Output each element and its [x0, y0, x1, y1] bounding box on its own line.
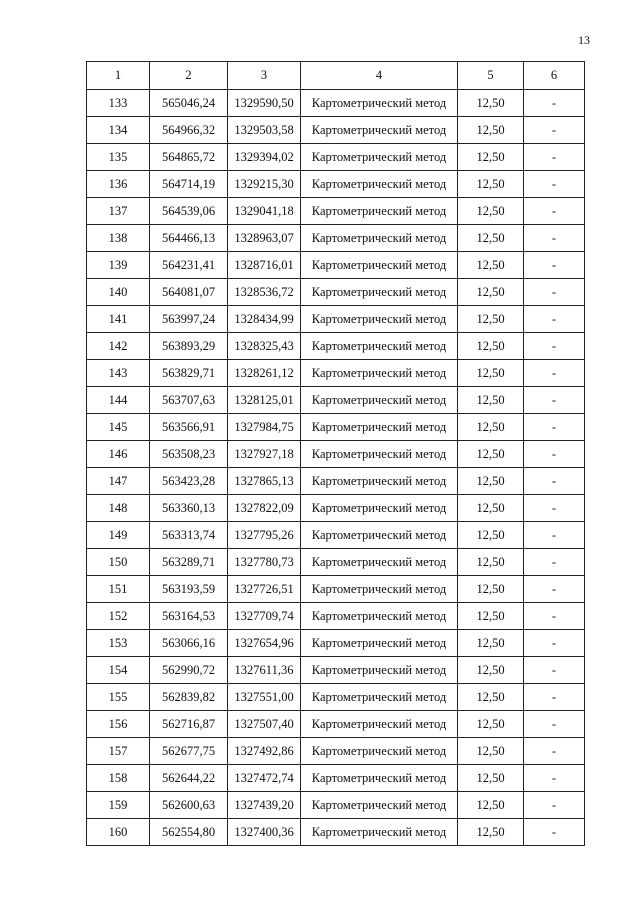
point-number-cell: 154: [87, 657, 150, 684]
method-cell: Картометрический метод: [301, 603, 458, 630]
point-number-cell: 145: [87, 414, 150, 441]
point-number-cell: 143: [87, 360, 150, 387]
description-cell: -: [524, 279, 585, 306]
description-cell: -: [524, 198, 585, 225]
x-coordinate-cell: 565046,24: [150, 90, 228, 117]
table-row: [87, 144, 585, 171]
table-row: [87, 657, 585, 684]
accuracy-cell: 12,50: [458, 414, 524, 441]
description-cell: -: [524, 225, 585, 252]
point-number-cell: 156: [87, 711, 150, 738]
table-row: [87, 279, 585, 306]
accuracy-cell: 12,50: [458, 333, 524, 360]
point-number-cell: 146: [87, 441, 150, 468]
point-number-cell: 137: [87, 198, 150, 225]
x-coordinate-cell: 563423,28: [150, 468, 228, 495]
y-coordinate-cell: 1327726,51: [228, 576, 301, 603]
method-cell: Картометрический метод: [301, 522, 458, 549]
x-coordinate-cell: 564231,41: [150, 252, 228, 279]
description-cell: -: [524, 441, 585, 468]
point-number-cell: 138: [87, 225, 150, 252]
x-coordinate-cell: 564081,07: [150, 279, 228, 306]
x-coordinate-cell: 563289,71: [150, 549, 228, 576]
method-cell: Картометрический метод: [301, 792, 458, 819]
table-row: [87, 765, 585, 792]
point-number-cell: 155: [87, 684, 150, 711]
accuracy-cell: 12,50: [458, 387, 524, 414]
table-body: [87, 90, 585, 846]
description-cell: -: [524, 603, 585, 630]
method-cell: Картометрический метод: [301, 630, 458, 657]
accuracy-cell: 12,50: [458, 549, 524, 576]
x-coordinate-cell: 564714,19: [150, 171, 228, 198]
table-row: [87, 117, 585, 144]
point-number-cell: 153: [87, 630, 150, 657]
description-cell: -: [524, 360, 585, 387]
method-cell: Картометрический метод: [301, 387, 458, 414]
table-row: [87, 171, 585, 198]
accuracy-cell: 12,50: [458, 252, 524, 279]
column-header: 2: [150, 62, 228, 90]
description-cell: -: [524, 144, 585, 171]
table-row: [87, 819, 585, 846]
method-cell: Картометрический метод: [301, 576, 458, 603]
table-row: [87, 522, 585, 549]
table-row: [87, 711, 585, 738]
y-coordinate-cell: 1327439,20: [228, 792, 301, 819]
table-row: [87, 576, 585, 603]
method-cell: Картометрический метод: [301, 819, 458, 846]
table-row: [87, 630, 585, 657]
method-cell: Картометрический метод: [301, 414, 458, 441]
y-coordinate-cell: 1327400,36: [228, 819, 301, 846]
description-cell: -: [524, 819, 585, 846]
description-cell: -: [524, 90, 585, 117]
method-cell: Картометрический метод: [301, 117, 458, 144]
table-row: [87, 387, 585, 414]
point-number-cell: 141: [87, 306, 150, 333]
accuracy-cell: 12,50: [458, 819, 524, 846]
method-cell: Картометрический метод: [301, 144, 458, 171]
table-row: [87, 90, 585, 117]
y-coordinate-cell: 1328325,43: [228, 333, 301, 360]
accuracy-cell: 12,50: [458, 225, 524, 252]
method-cell: Картометрический метод: [301, 171, 458, 198]
y-coordinate-cell: 1327927,18: [228, 441, 301, 468]
y-coordinate-cell: 1327551,00: [228, 684, 301, 711]
column-header: 3: [228, 62, 301, 90]
x-coordinate-cell: 563313,74: [150, 522, 228, 549]
point-number-cell: 135: [87, 144, 150, 171]
table-row: [87, 684, 585, 711]
description-cell: -: [524, 252, 585, 279]
description-cell: -: [524, 792, 585, 819]
description-cell: -: [524, 414, 585, 441]
point-number-cell: 149: [87, 522, 150, 549]
point-number-cell: 136: [87, 171, 150, 198]
table-row: [87, 468, 585, 495]
y-coordinate-cell: 1329503,58: [228, 117, 301, 144]
y-coordinate-cell: 1327822,09: [228, 495, 301, 522]
x-coordinate-cell: 563360,13: [150, 495, 228, 522]
description-cell: -: [524, 738, 585, 765]
accuracy-cell: 12,50: [458, 711, 524, 738]
accuracy-cell: 12,50: [458, 765, 524, 792]
column-header: 1: [87, 62, 150, 90]
accuracy-cell: 12,50: [458, 603, 524, 630]
method-cell: Картометрический метод: [301, 279, 458, 306]
x-coordinate-cell: 562644,22: [150, 765, 228, 792]
y-coordinate-cell: 1328125,01: [228, 387, 301, 414]
description-cell: -: [524, 522, 585, 549]
accuracy-cell: 12,50: [458, 360, 524, 387]
accuracy-cell: 12,50: [458, 171, 524, 198]
method-cell: Картометрический метод: [301, 765, 458, 792]
accuracy-cell: 12,50: [458, 279, 524, 306]
y-coordinate-cell: 1329590,50: [228, 90, 301, 117]
point-number-cell: 159: [87, 792, 150, 819]
point-number-cell: 150: [87, 549, 150, 576]
x-coordinate-cell: 564966,32: [150, 117, 228, 144]
coordinates-table: [86, 61, 585, 846]
description-cell: -: [524, 684, 585, 711]
point-number-cell: 157: [87, 738, 150, 765]
method-cell: Картометрический метод: [301, 360, 458, 387]
description-cell: -: [524, 711, 585, 738]
x-coordinate-cell: 562554,80: [150, 819, 228, 846]
table-row: [87, 252, 585, 279]
y-coordinate-cell: 1327507,40: [228, 711, 301, 738]
y-coordinate-cell: 1328963,07: [228, 225, 301, 252]
accuracy-cell: 12,50: [458, 468, 524, 495]
point-number-cell: 140: [87, 279, 150, 306]
description-cell: -: [524, 306, 585, 333]
point-number-cell: 148: [87, 495, 150, 522]
method-cell: Картометрический метод: [301, 738, 458, 765]
description-cell: -: [524, 387, 585, 414]
point-number-cell: 160: [87, 819, 150, 846]
y-coordinate-cell: 1327709,74: [228, 603, 301, 630]
table-row: [87, 198, 585, 225]
method-cell: Картометрический метод: [301, 90, 458, 117]
point-number-cell: 144: [87, 387, 150, 414]
y-coordinate-cell: 1328261,12: [228, 360, 301, 387]
x-coordinate-cell: 562600,63: [150, 792, 228, 819]
y-coordinate-cell: 1327795,26: [228, 522, 301, 549]
description-cell: -: [524, 630, 585, 657]
accuracy-cell: 12,50: [458, 576, 524, 603]
accuracy-cell: 12,50: [458, 306, 524, 333]
x-coordinate-cell: 563193,59: [150, 576, 228, 603]
description-cell: -: [524, 549, 585, 576]
accuracy-cell: 12,50: [458, 792, 524, 819]
x-coordinate-cell: 563893,29: [150, 333, 228, 360]
description-cell: -: [524, 495, 585, 522]
column-header: 6: [524, 62, 585, 90]
y-coordinate-cell: 1328716,01: [228, 252, 301, 279]
accuracy-cell: 12,50: [458, 144, 524, 171]
point-number-cell: 151: [87, 576, 150, 603]
x-coordinate-cell: 563707,63: [150, 387, 228, 414]
description-cell: -: [524, 117, 585, 144]
x-coordinate-cell: 563566,91: [150, 414, 228, 441]
point-number-cell: 133: [87, 90, 150, 117]
y-coordinate-cell: 1328536,72: [228, 279, 301, 306]
x-coordinate-cell: 563066,16: [150, 630, 228, 657]
table-row: [87, 603, 585, 630]
table-row: [87, 333, 585, 360]
method-cell: Картометрический метод: [301, 711, 458, 738]
table-row: [87, 441, 585, 468]
y-coordinate-cell: 1327611,36: [228, 657, 301, 684]
y-coordinate-cell: 1329215,30: [228, 171, 301, 198]
y-coordinate-cell: 1327865,13: [228, 468, 301, 495]
accuracy-cell: 12,50: [458, 522, 524, 549]
x-coordinate-cell: 563997,24: [150, 306, 228, 333]
table-row: [87, 306, 585, 333]
x-coordinate-cell: 563829,71: [150, 360, 228, 387]
description-cell: -: [524, 765, 585, 792]
point-number-cell: 139: [87, 252, 150, 279]
x-coordinate-cell: 564865,72: [150, 144, 228, 171]
x-coordinate-cell: 563164,53: [150, 603, 228, 630]
y-coordinate-cell: 1327472,74: [228, 765, 301, 792]
method-cell: Картометрический метод: [301, 306, 458, 333]
method-cell: Картометрический метод: [301, 333, 458, 360]
column-header: 5: [458, 62, 524, 90]
x-coordinate-cell: 562677,75: [150, 738, 228, 765]
accuracy-cell: 12,50: [458, 684, 524, 711]
page-number: 13: [578, 33, 590, 47]
accuracy-cell: 12,50: [458, 90, 524, 117]
accuracy-cell: 12,50: [458, 441, 524, 468]
column-header: 4: [301, 62, 458, 90]
table-header-row: [87, 62, 585, 90]
y-coordinate-cell: 1327654,96: [228, 630, 301, 657]
y-coordinate-cell: 1327780,73: [228, 549, 301, 576]
accuracy-cell: 12,50: [458, 117, 524, 144]
point-number-cell: 152: [87, 603, 150, 630]
method-cell: Картометрический метод: [301, 225, 458, 252]
table-row: [87, 414, 585, 441]
accuracy-cell: 12,50: [458, 495, 524, 522]
accuracy-cell: 12,50: [458, 630, 524, 657]
y-coordinate-cell: 1328434,99: [228, 306, 301, 333]
table-row: [87, 360, 585, 387]
table-row: [87, 495, 585, 522]
accuracy-cell: 12,50: [458, 657, 524, 684]
description-cell: -: [524, 333, 585, 360]
method-cell: Картометрический метод: [301, 468, 458, 495]
point-number-cell: 134: [87, 117, 150, 144]
x-coordinate-cell: 563508,23: [150, 441, 228, 468]
method-cell: Картометрический метод: [301, 657, 458, 684]
method-cell: Картометрический метод: [301, 198, 458, 225]
point-number-cell: 158: [87, 765, 150, 792]
x-coordinate-cell: 562990,72: [150, 657, 228, 684]
accuracy-cell: 12,50: [458, 738, 524, 765]
y-coordinate-cell: 1329041,18: [228, 198, 301, 225]
y-coordinate-cell: 1327984,75: [228, 414, 301, 441]
method-cell: Картометрический метод: [301, 252, 458, 279]
y-coordinate-cell: 1329394,02: [228, 144, 301, 171]
method-cell: Картометрический метод: [301, 684, 458, 711]
y-coordinate-cell: 1327492,86: [228, 738, 301, 765]
point-number-cell: 142: [87, 333, 150, 360]
x-coordinate-cell: 562839,82: [150, 684, 228, 711]
description-cell: -: [524, 171, 585, 198]
description-cell: -: [524, 657, 585, 684]
x-coordinate-cell: 562716,87: [150, 711, 228, 738]
table-row: [87, 792, 585, 819]
point-number-cell: 147: [87, 468, 150, 495]
description-cell: -: [524, 576, 585, 603]
accuracy-cell: 12,50: [458, 198, 524, 225]
method-cell: Картометрический метод: [301, 441, 458, 468]
method-cell: Картометрический метод: [301, 495, 458, 522]
description-cell: -: [524, 468, 585, 495]
table-row: [87, 225, 585, 252]
x-coordinate-cell: 564466,13: [150, 225, 228, 252]
table-row: [87, 738, 585, 765]
x-coordinate-cell: 564539,06: [150, 198, 228, 225]
method-cell: Картометрический метод: [301, 549, 458, 576]
table-row: [87, 549, 585, 576]
